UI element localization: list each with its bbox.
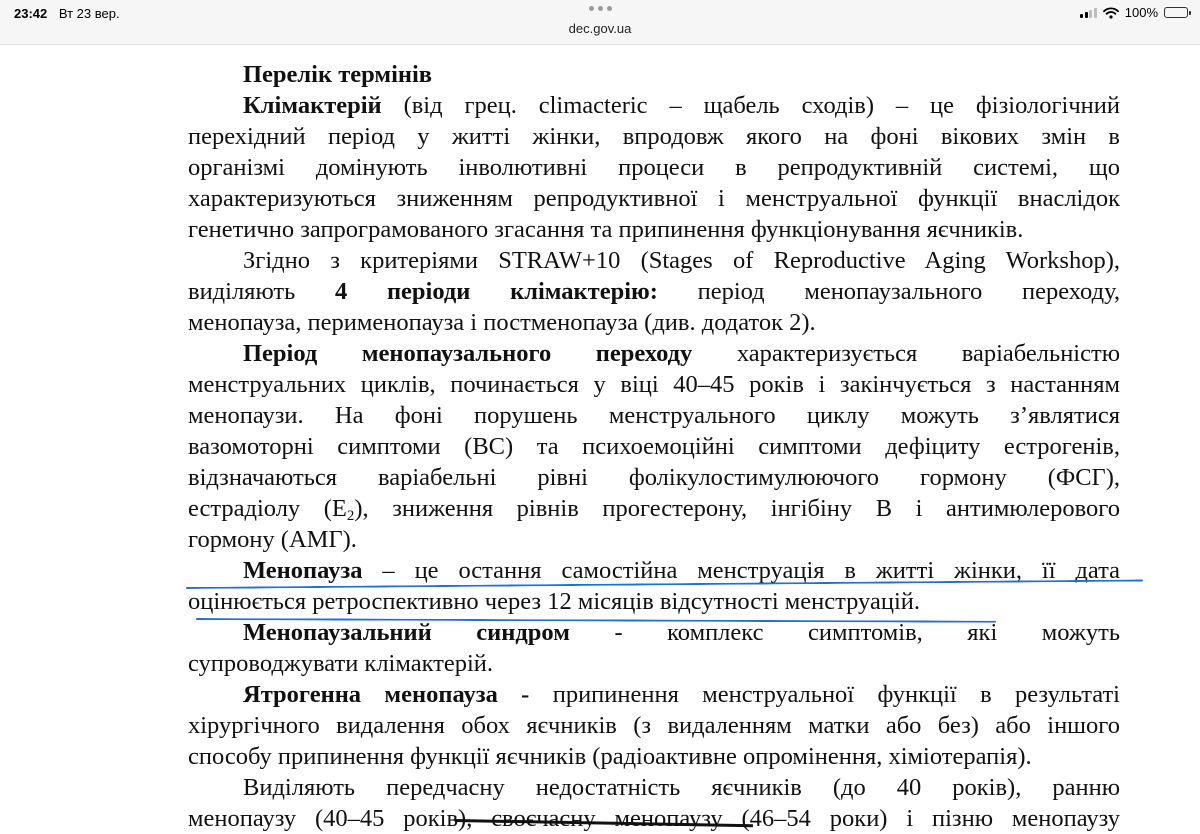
paragraph-line: способу припинення функції яєчників (радіоактивне опромінення, хіміотерапія). bbox=[188, 743, 1032, 770]
wifi-icon bbox=[1103, 7, 1119, 19]
paragraph-line: перехідний період у житті жінки, впродовж якого на фоні вікових змін в bbox=[188, 123, 1120, 150]
status-time-date bbox=[14, 6, 120, 21]
paragraph-line: Менопаузальний синдром - комплекс симптомів, які можуть bbox=[243, 619, 1120, 646]
paragraph-line: організмі домінують інволютивні процеси в репродуктивній системі, що bbox=[188, 154, 1120, 181]
paragraph-line: менопаузи. На фоні порушень менструального циклу можуть з’являтися bbox=[188, 402, 1120, 429]
more-dots-icon[interactable] bbox=[589, 6, 612, 11]
paragraph-line: генетично запрограмованого згасання та припинення функціонування яєчників. bbox=[188, 216, 1024, 243]
document-page bbox=[0, 44, 1200, 834]
status-indicators bbox=[1080, 5, 1188, 20]
paragraph-line: вазомоторні симптоми (ВС) та психоемоційні симптоми дефіциту естрогенів, bbox=[188, 433, 1120, 460]
paragraph-line: Ятрогенна менопауза - припинення менструальної функції в результаті bbox=[243, 681, 1120, 708]
paragraph-line: оцінюється ретроспективно через 12 місяців відсутності менструацій. bbox=[188, 588, 920, 615]
paragraph-line: Клімактерій (від грец. climacteric – щабель сходів) – це фізіологічний bbox=[243, 92, 1121, 119]
section-heading: Перелік термінів bbox=[243, 61, 433, 88]
term-bold: Менопауза bbox=[243, 557, 363, 584]
paragraph-line: менопауза, перименопауза і постменопауза (див. додаток 2). bbox=[188, 309, 816, 336]
paragraph-line: характеризуються зниженням репродуктивної і менструальної функції внаслідок bbox=[188, 185, 1120, 212]
term-bold: Менопаузальний синдром bbox=[243, 619, 570, 646]
status-bar bbox=[0, 0, 1200, 45]
paragraph-line: супроводжувати клімактерій. bbox=[188, 650, 494, 677]
cellular-signal-icon bbox=[1080, 7, 1097, 18]
paragraph-line: відзначаються варіабельні рівні фолікулостимулюючого гормону (ФСГ), bbox=[188, 464, 1120, 491]
status-date: Вт 23 вер. bbox=[58, 6, 120, 21]
paragraph-line: Згідно з критеріями STRAW+10 (Stages of Reproductive Aging Workshop), bbox=[243, 247, 1120, 274]
term-bold: Ятрогенна менопауза - bbox=[243, 681, 530, 708]
paragraph-line: естрадіолу $(Е_2)$, зниження рівнів прогестерону, інгібіну В і антимюлерового bbox=[188, 495, 1120, 524]
paragraph-line: виділяють 4 періоди клімактерію: період менопаузального переходу, bbox=[188, 278, 1120, 305]
term-bold: Клімактерій bbox=[243, 92, 382, 119]
paragraph-line: менопаузу (40–45 років), своєчасну менопаузу (46–54 роки) і пізню менопаузу bbox=[188, 805, 1120, 832]
battery-icon bbox=[1164, 7, 1188, 18]
battery-percentage: 100% bbox=[1124, 5, 1158, 20]
status-time: 23:42 bbox=[14, 6, 48, 21]
paragraph-line: Виділяють передчасну недостатність яєчників (до 40 років), ранню bbox=[243, 774, 1120, 801]
address-bar-url[interactable]: dec.gov.ua bbox=[568, 21, 632, 36]
paragraph-line: гормону (АМГ). bbox=[188, 526, 357, 553]
term-bold: Період менопаузального переходу bbox=[243, 340, 693, 367]
paragraph-line: Період менопаузального переходу характеризується варіабельністю bbox=[243, 340, 1120, 367]
term-bold: 4 періоди клімактерію: bbox=[335, 278, 658, 305]
paragraph-line: менструальних циклів, починається у віці 40–45 років і закінчується з настанням bbox=[188, 371, 1120, 398]
paragraph-line: Менопауза – це остання самостійна менструація в житті жінки, її дата bbox=[243, 557, 1121, 584]
paragraph-line: хірургічного видалення обох яєчників (з видаленням матки або без) або іншого bbox=[188, 712, 1120, 739]
